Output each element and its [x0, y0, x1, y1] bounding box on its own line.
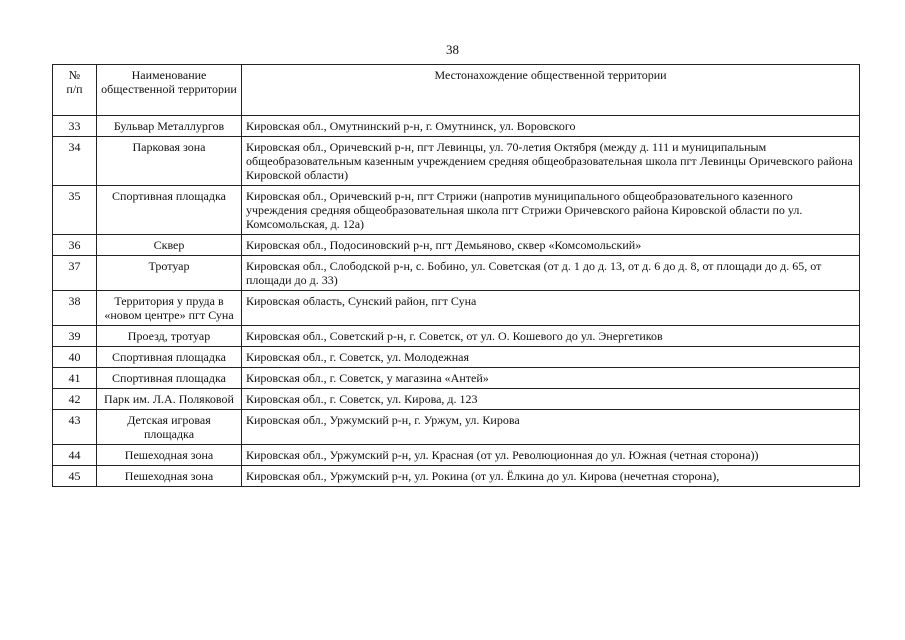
territory-location: Кировская область, Сунский район, пгт Суна	[242, 291, 860, 326]
header-row	[53, 65, 860, 116]
row-number: 36	[53, 235, 97, 256]
row-number: 37	[53, 256, 97, 291]
table-row	[53, 116, 860, 137]
territory-name: Спортивная площадка	[97, 368, 242, 389]
territory-location: Кировская обл., Советский р-н, г. Советск, от ул. О. Кошевого до ул. Энергетиков	[242, 326, 860, 347]
table-row	[53, 291, 860, 326]
territory-name: Парк им. Л.А. Поляковой	[97, 389, 242, 410]
territory-name: Спортивная площадка	[97, 347, 242, 368]
territory-name: Спортивная площадка	[97, 186, 242, 235]
row-number: 38	[53, 291, 97, 326]
territory-location: Кировская обл., г. Советск, у магазина «Антей»	[242, 368, 860, 389]
row-number: 44	[53, 445, 97, 466]
territory-location: Кировская обл., Уржумский р-н, ул. Красная (от ул. Революционная до ул. Южная (четная сторона))	[242, 445, 860, 466]
row-number: 33	[53, 116, 97, 137]
territory-location: Кировская обл., Оричевский р-н, пгт Стрижи (напротив муниципального общеобразовательного казенного учреждения средняя общеобразовательная школа пгт Стрижи Оричевского района Кировской области по ул. Комсомольская, д. 12а)	[242, 186, 860, 235]
table-row	[53, 466, 860, 487]
territory-name: Проезд, тротуар	[97, 326, 242, 347]
territory-location: Кировская обл., Подосиновский р-н, пгт Демьяново, сквер «Комсомольский»	[242, 235, 860, 256]
territory-name: Территория у пруда в «новом центре» пгт Суна	[97, 291, 242, 326]
table-row	[53, 410, 860, 445]
territory-location: Кировская обл., г. Советск, ул. Кирова, д. 123	[242, 389, 860, 410]
territory-name: Детская игровая площадка	[97, 410, 242, 445]
header-location: Местонахождение общественной территории	[242, 65, 860, 116]
territory-location: Кировская обл., Оричевский р-н, пгт Левинцы, ул. 70-летия Октября (между д. 111 и муниципальным общеобразовательным казенным учреждением средняя общеобразовательная школа пгт Левинцы Оричевского района Кировской области)	[242, 137, 860, 186]
territory-name: Тротуар	[97, 256, 242, 291]
row-number: 43	[53, 410, 97, 445]
territory-location: Кировская обл., г. Советск, ул. Молодежная	[242, 347, 860, 368]
row-number: 35	[53, 186, 97, 235]
row-number: 41	[53, 368, 97, 389]
territory-name: Пешеходная зона	[97, 445, 242, 466]
row-number: 34	[53, 137, 97, 186]
territory-name: Пешеходная зона	[97, 466, 242, 487]
table-row	[53, 326, 860, 347]
territory-name: Бульвар Металлургов	[97, 116, 242, 137]
row-number: 42	[53, 389, 97, 410]
table-row	[53, 347, 860, 368]
territory-location: Кировская обл., Слободской р-н, с. Бобино, ул. Советская (от д. 1 до д. 13, от д. 6 до д. 8, от площади до д. 65, от площади до д. 33)	[242, 256, 860, 291]
territory-location: Кировская обл., Омутнинский р-н, г. Омутнинск, ул. Воровского	[242, 116, 860, 137]
row-number: 40	[53, 347, 97, 368]
territory-location: Кировская обл., Уржумский р-н, ул. Рокина (от ул. Ёлкина до ул. Кирова (нечетная сторона),	[242, 466, 860, 487]
table-row	[53, 186, 860, 235]
row-number: 45	[53, 466, 97, 487]
table-row	[53, 445, 860, 466]
territory-location: Кировская обл., Уржумский р-н, г. Уржум, ул. Кирова	[242, 410, 860, 445]
territories-table	[52, 64, 860, 487]
page-number: 38	[446, 42, 459, 57]
table-body	[53, 116, 860, 487]
territory-name: Парковая зона	[97, 137, 242, 186]
header-number: № п/п	[53, 65, 97, 116]
table-row	[53, 235, 860, 256]
table-row	[53, 368, 860, 389]
row-number: 39	[53, 326, 97, 347]
table-row	[53, 256, 860, 291]
header-name: Наименование общественной территории	[97, 65, 242, 116]
table-row	[53, 137, 860, 186]
table-row	[53, 389, 860, 410]
table-header	[53, 65, 860, 116]
territory-name: Сквер	[97, 235, 242, 256]
